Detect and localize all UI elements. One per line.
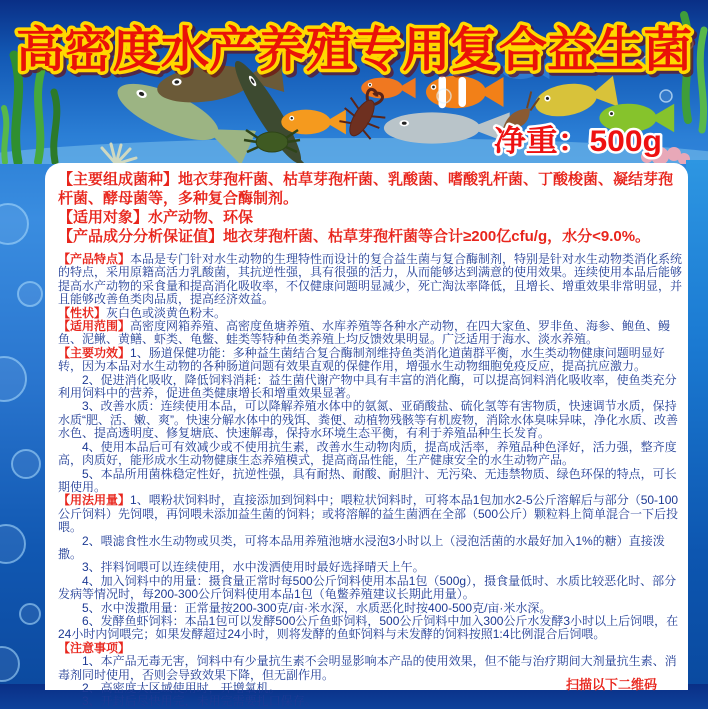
- qr-note: 扫描以下二维码: [566, 677, 658, 692]
- section-text: 地衣芽孢杆菌、枯草芽孢杆菌等合计≥200亿cfu/g，水分<9.0%。: [223, 228, 651, 245]
- net-weight-text: 净重：500g: [494, 125, 662, 158]
- usage-item: 4、加入饲料中的用量：摄食量正常时每500公斤饲料使用本品1包（500g），摄食量低时、水质比较恶化时、部分发病等情况时，每200-300公斤饲料使用本品1包（龟鳖养殖建议长期此用量）。: [58, 573, 677, 602]
- composition-block: [58, 170, 683, 246]
- usage-item: 2、喂滤食性水生动物或贝类，可将本品用养殖池塘水浸泡3小时以上（浸泡活菌的水最好加入1%的糖）直接泼撒。: [58, 533, 665, 561]
- section-label: 【产品成分分析保证值】: [58, 228, 224, 245]
- usage-item: 6、发酵鱼虾饲料：本品1包可以发酵500公斤鱼虾饲料，500公斤饲料中加入300公斤水发酵3小时以上后饲喂，在24小时内饲喂完；如果发酵超过24小时，则将发酵的鱼虾饲料与未发酵的饲料按照1:4比例混合后饲喂。: [58, 613, 679, 642]
- section-text: 水产动物、环保: [148, 209, 254, 226]
- net-weight-badge: [492, 118, 692, 167]
- precaution-item: 2、高密度大区域使用时，开增氧机。: [82, 681, 281, 695]
- section-text: 1、肠道保健功能：多种益生菌结合复合酶制剂维持鱼类消化道菌群平衡，水生类动物健康问题明显好转，因为本品对水生动物的各种肠道问题有效果直观的保健作用，增强水生动物细胞免疫反应，提高抗应激力。: [58, 345, 665, 374]
- effects-item: 3、改善水质：连续使用本品，可以降解养殖水体中的氨氮、亚硝酸盐、硫化氢等有害物质，快速调节水质，保持水质“肥、活、嫩、爽”。快速分解水体中的残饵、粪便、动植物残骸等有机废物，消除水体臭味异味，净化水质、改善水色、提高透明度、修复塘底、快速解毒，保持水环境生态平衡，有利于养殖品种生长发育。: [58, 399, 678, 441]
- section-text: 高密度网箱养殖、高密度鱼塘养殖、水库养殖等各种水产动物，在四大家鱼、罗非鱼、海参、鲍鱼、鳗鱼、泥鳅、黄鳝、虾类、龟鳖、蛙类等特种鱼类养殖上均反馈效果明显。广泛适用于海水、淡水养殖。: [58, 319, 671, 347]
- precaution-item: 3、开封后尽快用完，未用完需要扎口保存。: [82, 694, 317, 709]
- precaution-item: 1、本产品无毒无害，饲料中有少量抗生素不会明显影响本产品的使用效果，但不能与治疗期间大剂量抗生素、消毒剂同时使用，否则会导致效果下降，但无副作用。: [58, 654, 677, 682]
- orange-fish-icon: [281, 110, 346, 135]
- product-title-text: 高密度水产养殖专用复合益生菌: [16, 24, 692, 77]
- section-target: [58, 208, 683, 227]
- info-panel: [45, 163, 688, 709]
- section-features: [58, 253, 683, 307]
- left-strip-bubbles-icon: [0, 164, 45, 684]
- effects-item: 4、使用本品后可有效减少或不使用抗生素，改善水生动物肉质，提高成活率，养殖品种色泽好，活力强，整齐度高，肉质好，能形成水生动物健康生态养殖模式，提高商品性能，生产健康安全的水生动物产品。: [58, 439, 677, 468]
- crab-icon: [244, 130, 300, 152]
- right-background-strip: [686, 160, 708, 684]
- section-label: 【产品特点】: [58, 252, 131, 266]
- effects-item: 2、促进消化吸收，降低饲料消耗：益生菌代谢产物中具有丰富的消化酶，可以提高饲料消化吸收率，使鱼类充分利用饲料中的营养，促进鱼类健康增长和增重效果显著。: [58, 372, 677, 401]
- details-block: [58, 253, 683, 709]
- usage-item: 5、水中泼撒用量：正常量按200-300克/亩·米水深，水质恶化时按400-500克/亩·米水深。: [82, 600, 552, 615]
- section-label: 【主要功效】: [58, 345, 131, 360]
- page-title: [0, 8, 708, 91]
- section-effects: [58, 347, 683, 374]
- section-label: 【适用对象】: [58, 209, 149, 226]
- section-label: 【注意事项】: [58, 640, 131, 655]
- section-label: 【主要组成菌种】: [58, 171, 179, 188]
- silver-carp-icon: [384, 112, 510, 143]
- section-text: 本品是专门针对水生动物的生理特性而设计的复合益生菌与复合酶制剂，特别是针对水生动物类消化系统的特点，采用原籍高活力乳酸菌，其抗逆性强，具有很强的活力，从而能够达到满意的使用效果。连续使用本品后能够提高水产动物的采食量和提高消化吸收率，不仅健康问题明显减少，死亡淘汰率降低，且增长、增重效果非常明显，并且能够改善鱼类肉品质，提高经济效益。: [58, 252, 683, 307]
- section-guarantee: [58, 227, 683, 246]
- section-label: 【用法用量】: [58, 493, 131, 508]
- section-text: 灰白色或淡黄色粉末。: [106, 305, 227, 320]
- section-text: 地衣芽孢杆菌、枯草芽孢杆菌、乳酸菌、嗜酸乳杆菌、丁酸梭菌、凝结芽孢杆菌、酵母菌等，多种复合酶制剂。: [58, 171, 674, 207]
- section-label: 【性状】: [58, 305, 107, 320]
- section-label: 【适用范围】: [58, 319, 131, 334]
- section-usage: [58, 494, 683, 534]
- effects-item: 5、本品所用菌株稳定性好，抗逆性强，具有耐热、耐酸、耐胆汁、无污染、无违禁物质、绿色环保的特点，可长期使用。: [58, 466, 677, 494]
- section-scope: [58, 320, 683, 347]
- section-text: 1、喂粉状饲料时，直接添加到饲料中；喂粒状饲料时，可将本品1包加水2-5公斤溶解后与部分（50-100公斤饲料）先饲喂，再饲喂未添加益生菌的饲料；或将溶解的益生菌洒在全部（500公斤）颗粒料上简单混合一下后投喂。: [58, 493, 679, 535]
- usage-item: 3、拌料饲喂可以连续使用，水中泼洒使用时最好选择晴天上午。: [82, 560, 425, 575]
- section-main-strains: [58, 170, 683, 208]
